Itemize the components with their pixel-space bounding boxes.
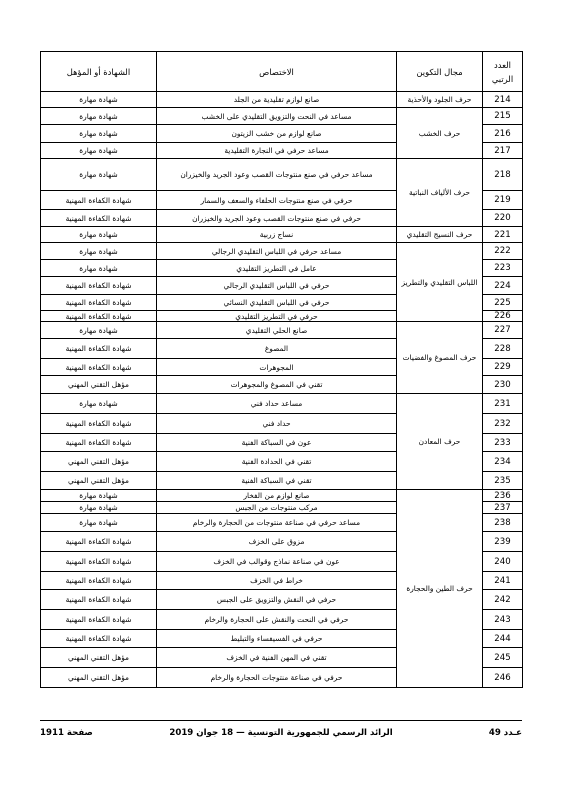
certificate-cell: مؤهل التقني المهني (41, 472, 157, 490)
specialty-cell: تقني في الحدادة الفنية (157, 452, 397, 472)
serial-number-cell: 234 (483, 452, 523, 472)
certificate-cell: شهادة الكفاءة المهنية (41, 572, 157, 590)
certificate-cell: شهادة مهارة (41, 322, 157, 339)
serial-number-cell: 230 (483, 376, 523, 394)
serial-number-cell: 219 (483, 191, 523, 210)
training-field-cell: حرف الألياف النباتية (397, 159, 483, 227)
serial-number-cell: 221 (483, 227, 523, 243)
specialty-cell: تقني في المصوغ والمجوهرات (157, 376, 397, 394)
serial-number-cell: 237 (483, 502, 523, 514)
certificate-cell: شهادة مهارة (41, 394, 157, 414)
specialty-cell: حرفي في اللباس التقليدي النسائي (157, 295, 397, 311)
certificate-cell: مؤهل التقني المهني (41, 668, 157, 688)
serial-number-cell: 236 (483, 490, 523, 502)
specialty-cell: مساعد حرفي في اللباس التقليدي الرجالي (157, 243, 397, 260)
certificate-cell: شهادة الكفاءة المهنية (41, 277, 157, 295)
table-row (41, 394, 523, 414)
serial-number-cell: 242 (483, 590, 523, 610)
training-field-cell: حرف المصوغ والفضيات (397, 322, 483, 394)
specialty-cell: صانع لوازم من الفخار (157, 490, 397, 502)
serial-number-cell: 218 (483, 159, 523, 191)
specialty-cell: مساعد حرفي في صناعة منتوجات من الحجارة والرخام (157, 514, 397, 532)
certificate-cell: شهادة الكفاءة المهنية (41, 434, 157, 452)
serial-number-cell: 225 (483, 295, 523, 311)
specialty-cell: حرفي في صنع منتوجات القصب وعود الجريد والخيزران (157, 210, 397, 227)
header-specialty: الاختصاص (157, 52, 397, 92)
specialty-cell: مزوق على الخزف (157, 532, 397, 552)
certificate-cell: شهادة الكفاءة المهنية (41, 414, 157, 434)
serial-number-cell: 217 (483, 143, 523, 159)
serial-number-cell: 235 (483, 472, 523, 490)
certificate-cell: مؤهل التقني المهني (41, 648, 157, 668)
table-row (41, 322, 523, 339)
certificate-cell: شهادة مهارة (41, 227, 157, 243)
specialty-cell: مساعد في النحت والتزويق التقليدي على الخشب (157, 108, 397, 125)
serial-number-cell: 246 (483, 668, 523, 688)
serial-number-cell: 240 (483, 552, 523, 572)
specialty-cell: حرفي في اللباس التقليدي الرجالي (157, 277, 397, 295)
header-training-field: مجال التكوين (397, 52, 483, 92)
specialty-cell: صانع لوازم تقليدية من الجلد (157, 92, 397, 108)
table-row (41, 227, 523, 243)
specialty-cell: عامل في التطريز التقليدي (157, 260, 397, 277)
table-row (41, 92, 523, 108)
certificate-cell: شهادة الكفاءة المهنية (41, 210, 157, 227)
specialty-cell: حرفي في صناعة منتوجات الحجارة والرخام (157, 668, 397, 688)
certificate-cell: شهادة مهارة (41, 502, 157, 514)
specialty-cell: المصوغ (157, 339, 397, 359)
serial-number-cell: 238 (483, 514, 523, 532)
table-header-row (41, 52, 523, 92)
serial-number-cell: 215 (483, 108, 523, 125)
certificate-cell: شهادة الكفاءة المهنية (41, 339, 157, 359)
footer-issue-number: عـدد 49 (488, 728, 522, 738)
serial-number-cell: 223 (483, 260, 523, 277)
serial-number-cell: 220 (483, 210, 523, 227)
certificate-cell: شهادة الكفاءة المهنية (41, 359, 157, 376)
serial-number-cell: 231 (483, 394, 523, 414)
specialty-cell: حداد فني (157, 414, 397, 434)
serial-number-cell: 228 (483, 339, 523, 359)
specialty-cell: حرفي في صنع منتوجات الحلفاء والسعف والسمار (157, 191, 397, 210)
header-certificate: الشهادة أو المؤهل (41, 52, 157, 92)
serial-number-cell: 245 (483, 648, 523, 668)
certificate-cell: شهادة مهارة (41, 92, 157, 108)
specialty-cell: نساج زربية (157, 227, 397, 243)
serial-number-cell: 239 (483, 532, 523, 552)
specialty-cell: المجوهرات (157, 359, 397, 376)
table-body (41, 92, 523, 688)
certificate-cell: شهادة مهارة (41, 143, 157, 159)
certificate-cell: شهادة الكفاءة المهنية (41, 590, 157, 610)
specialty-cell: عون في السباكة الفنية (157, 434, 397, 452)
serial-number-cell: 224 (483, 277, 523, 295)
serial-number-cell: 243 (483, 610, 523, 630)
specialty-cell: مركب منتوجات من الجبس (157, 502, 397, 514)
specialty-cell: حرفي في التطريز التقليدي (157, 311, 397, 322)
specialty-cell: مساعد حرفي في النجارة التقليدية (157, 143, 397, 159)
serial-number-cell: 229 (483, 359, 523, 376)
table-row (41, 108, 523, 125)
training-field-cell: حرف الجلود والأحذية (397, 92, 483, 108)
specialty-cell: صانع الحلي التقليدي (157, 322, 397, 339)
serial-number-cell: 216 (483, 125, 523, 143)
certificate-cell: شهادة مهارة (41, 159, 157, 191)
serial-number-cell: 233 (483, 434, 523, 452)
certificate-cell: مؤهل التقني المهني (41, 376, 157, 394)
specialty-cell: تقني في السباكة الفنية (157, 472, 397, 490)
serial-number-cell: 227 (483, 322, 523, 339)
certificate-cell: شهادة مهارة (41, 514, 157, 532)
page-footer (40, 728, 522, 742)
serial-number-cell: 232 (483, 414, 523, 434)
certificate-cell: شهادة مهارة (41, 125, 157, 143)
certificate-cell: شهادة الكفاءة المهنية (41, 610, 157, 630)
footer-divider (40, 720, 522, 721)
specialty-cell: عون في صناعة نماذج وقوالب في الخزف (157, 552, 397, 572)
specialty-cell: صانع لوازم من خشب الزيتون (157, 125, 397, 143)
specialty-cell: مساعد حرفي في صنع منتوجات القصب وعود الجريد والخيزران (157, 159, 397, 191)
specialty-cell: حرفي في الفسيفساء والتبليط (157, 630, 397, 648)
table-row (41, 159, 523, 191)
training-field-cell: حرف الخشب (397, 108, 483, 159)
certificate-cell: شهادة مهارة (41, 490, 157, 502)
certificate-cell: شهادة مهارة (41, 260, 157, 277)
certificate-cell: شهادة الكفاءة المهنية (41, 311, 157, 322)
certificate-cell: شهادة الكفاءة المهنية (41, 630, 157, 648)
specialty-cell: حرفي في النقش والتزويق على الجبس (157, 590, 397, 610)
specialty-cell: حرفي في النحت والنقش على الحجارة والرخام (157, 610, 397, 630)
certificate-cell: شهادة الكفاءة المهنية (41, 295, 157, 311)
table-row (41, 243, 523, 260)
table-row (41, 490, 523, 502)
specialty-cell: خراط في الخزف (157, 572, 397, 590)
certificate-cell: شهادة مهارة (41, 243, 157, 260)
training-field-cell: حرف المعادن (397, 394, 483, 490)
specialty-cell: تقني في المهن الفنية في الخزف (157, 648, 397, 668)
certificate-cell: شهادة مهارة (41, 108, 157, 125)
certificate-cell: شهادة الكفاءة المهنية (41, 532, 157, 552)
header-serial-number: العدد الرتبي (483, 52, 523, 92)
serial-number-cell: 226 (483, 311, 523, 322)
footer-journal-title: الرائد الرسمي للجمهورية التونسية — 18 جوان 2019 (169, 728, 393, 738)
certificate-cell: شهادة الكفاءة المهنية (41, 552, 157, 572)
training-field-cell: اللباس التقليدي والتطريز (397, 243, 483, 322)
training-field-cell: حرف النسيج التقليدي (397, 227, 483, 243)
serial-number-cell: 241 (483, 572, 523, 590)
serial-number-cell: 244 (483, 630, 523, 648)
certificate-cell: شهادة الكفاءة المهنية (41, 191, 157, 210)
specialties-table (40, 51, 523, 688)
serial-number-cell: 222 (483, 243, 523, 260)
serial-number-cell: 214 (483, 92, 523, 108)
training-field-cell: حرف الطين والحجارة (397, 490, 483, 688)
certificate-cell: مؤهل التقني المهني (41, 452, 157, 472)
footer-page-number: صفحة 1911 (40, 728, 93, 738)
specialty-cell: مساعد حداد فني (157, 394, 397, 414)
